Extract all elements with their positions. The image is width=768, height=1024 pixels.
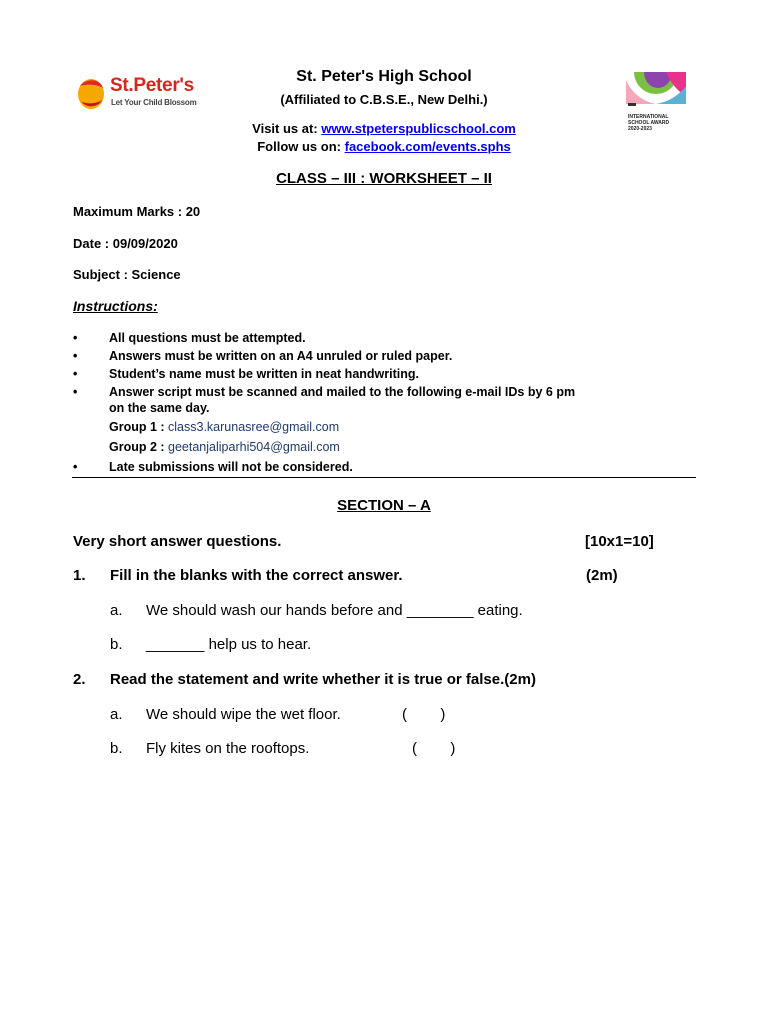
divider [72,477,696,478]
section-title: SECTION – A [337,497,431,514]
question-number: 2. [73,671,86,688]
website-link[interactable]: www.stpeterspublicschool.com [321,121,516,136]
answer-bracket: ( ) [412,740,456,757]
subject: Subject : Science [73,267,181,282]
bullet-icon: • [73,385,78,399]
question-number: 1. [73,567,86,584]
logo-brand: St.Peter's [110,75,194,96]
group2-label: Group 2 : [109,440,169,454]
part-text: _______ help us to hear. [146,636,312,653]
instructions-heading: Instructions: [73,298,158,314]
question-text: Fill in the blanks with the correct answer. [110,567,403,584]
question-marks: (2m) [586,567,618,584]
part-label: b. [110,740,123,757]
part-label: a. [110,602,123,619]
bullet-icon: • [73,349,78,363]
section-type-label: Very short answer questions. [73,533,282,550]
group1-email: class3.karunasree@gmail.com [168,420,340,434]
answer-bracket: ( ) [402,706,446,723]
part-text: We should wash our hands before and ________ eating. [146,602,523,619]
award-text: INTERNATIONAL SCHOOL AWARD 2020-2023 [628,114,670,132]
bullet-icon: • [73,367,78,381]
affiliation: (Affiliated to C.B.S.E., New Delhi.) [280,92,488,107]
max-marks: Maximum Marks : 20 [73,204,201,219]
social-line [0,139,768,154]
question-text: Read the statement and write whether it is true or false.(2m) [110,671,536,688]
website-line [0,121,768,136]
group1-label: Group 1 : [109,420,169,434]
school-name: St. Peter's High School [296,68,472,85]
bullet-icon: • [73,460,78,474]
part-label: a. [110,706,123,723]
group2-email: geetanjaliparhi504@gmail.com [168,440,340,454]
social-label: Follow us on: [257,139,345,154]
logo-tagline: Let Your Child Blossom [111,98,197,107]
part-text: We should wipe the wet floor. [146,706,341,723]
part-text: Fly kites on the rooftops. [146,740,310,757]
date: Date : 09/09/2020 [73,236,178,251]
bullet-icon: • [73,331,78,345]
website-label: Visit us at: [252,121,322,136]
part-label: b. [110,636,123,653]
marks-scheme: [10x1=10] [585,533,654,550]
facebook-link[interactable]: facebook.com/events.sphs [344,139,511,154]
worksheet-title: CLASS – III : WORKSHEET – II [276,170,492,187]
